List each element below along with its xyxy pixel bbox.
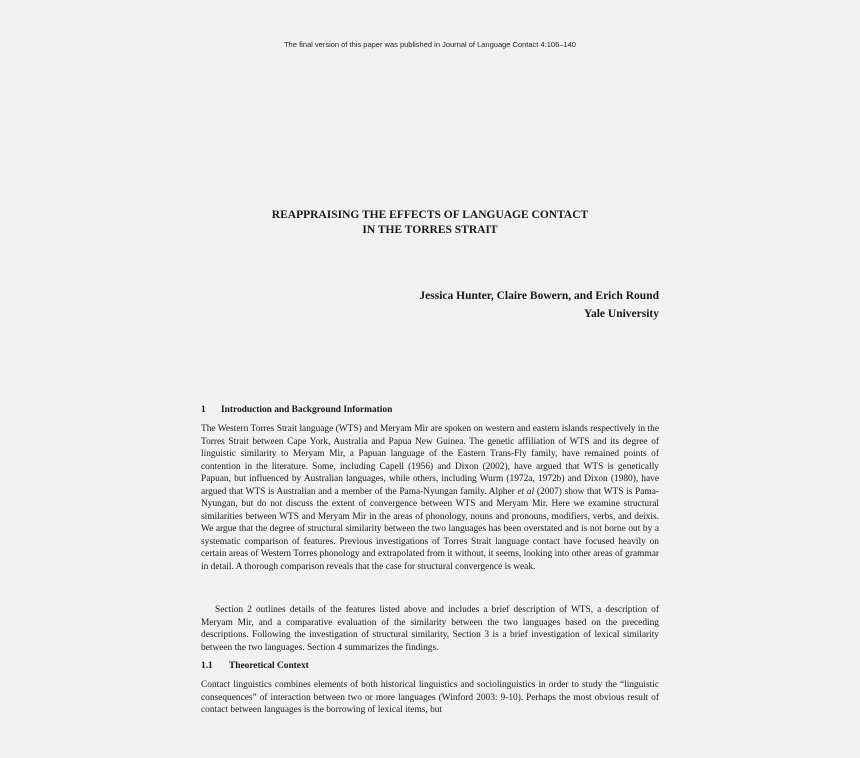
subsection-title: Theoretical Context [229,661,309,671]
section-heading-1-1 [201,660,659,673]
paragraph-3 [201,679,659,717]
paragraph-1-text-rest: (2007) show that WTS is Pama-Nyungan, but do not discuss the extent of convergence between WTS and Meryam Mir. Here we examine structural similarities between WTS and Meryam Mir in the areas of phonology, nouns and pronouns, modifiers, verbs, and deixis. We argue that the degree of structural similarity between the two languages has been overstated and is not borne out by a systematic comparison of features. Previous investigations of Torres Strait language contact have focused heavily on certain areas of Western Torres phonology and extrapolated from it without, it seems, looking into other areas of grammar in detail. A thorough comparison reveals that the case for structural convergence is weak. [201,486,659,573]
subsection-number: 1.1 [201,661,213,671]
paragraph-3-text: Contact linguistics combines elements of both historical linguistics and sociolinguistics in order to study the “linguistic consequences” of interaction between two or more languages (Winford 2003: 9-10). Perhaps the most obvious result of contact between languages is the borrowing of lexical items, but [201,680,659,716]
paper-title [0,208,860,238]
title-line-1: REAPPRAISING THE EFFECTS OF LANGUAGE CONTACT [271,209,589,221]
paragraph-1-text: The Western Torres Strait language (WTS) and Meryam Mir are spoken on western and eastern islands respectively in the Torres Strait between Cape York, Australia and Papua New Guinea. The genetic affiliation of WTS and its degree of linguistic similarity to Meryam Mir, a Papuan language of the Eastern Trans-Fly family, have remained points of contention in the literature. Some, including Capell (1956) and Dixon (2002), have argued that WTS is genetically Papuan, but influenced by Australian languages, while others, including Wurm (1972a, 1972b) and Dixon (1980), have argued that WTS is Australian and a member of the Pama-Nyungan family. Alpher [201,424,659,497]
paragraph-1 [201,423,659,574]
section-heading-1 [201,404,659,417]
running-head: The final version of this paper was published in Journal of Language Contact 4:106–140 [284,40,576,49]
title-line-2: IN THE TORRES STRAIT [362,224,498,236]
section-number: 1 [201,405,206,415]
paragraph-2 [201,604,659,654]
author-affiliation: Yale University [583,308,659,320]
section-title: Introduction and Background Information [221,405,393,415]
et-al-italic: et al [517,486,535,497]
author-names: Jessica Hunter, Claire Bowern, and Erich Round [419,290,659,302]
author-block [419,287,659,323]
paragraph-2-text: Section 2 outlines details of the features listed above and includes a brief description of WTS, a description of Meryam Mir, and a comparative evaluation of the similarity between the two languages based on the preceding descriptions. Following the investigation of structural similarity, Section 3 is a brief investigation of lexical similarity between the two languages. Section 4 summarizes the findings. [201,605,659,653]
